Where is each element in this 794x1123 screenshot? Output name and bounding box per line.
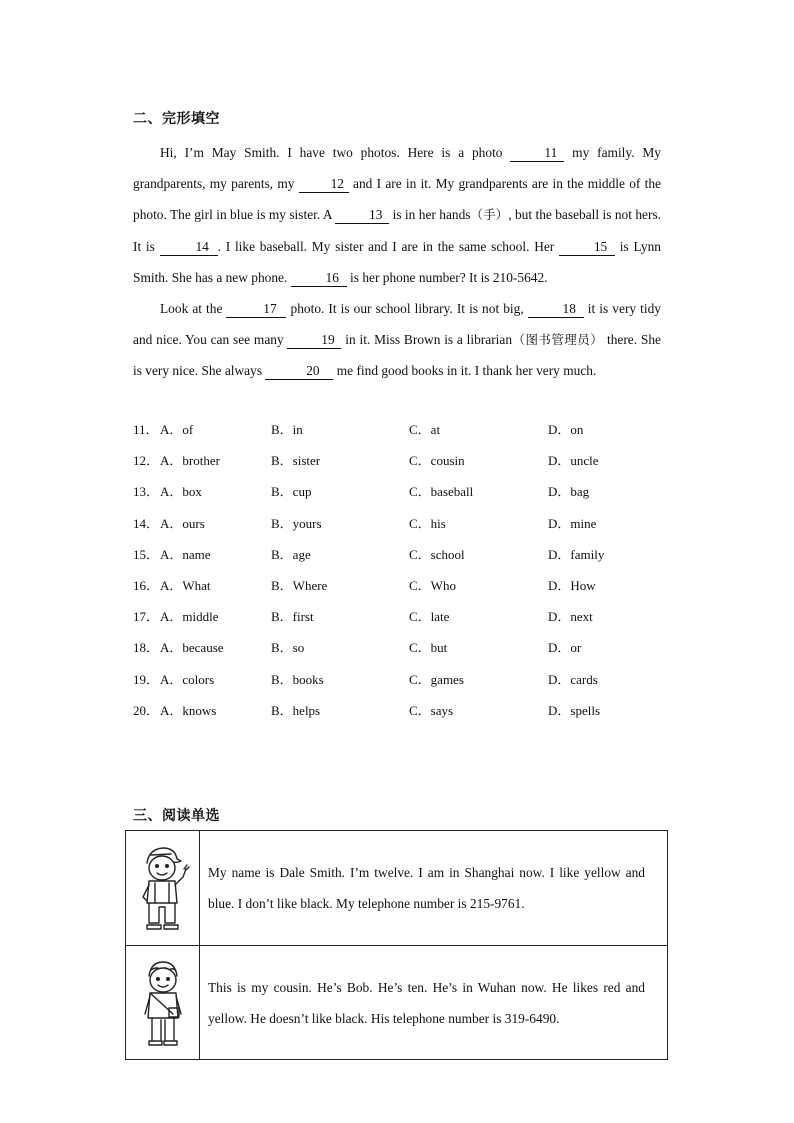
option-b: B．so <box>271 640 305 656</box>
option-a: A．colors <box>160 671 215 687</box>
question-number: 19． <box>133 671 160 687</box>
option-b: B．sister <box>271 453 321 469</box>
option-d: D．or <box>548 640 582 656</box>
passage-text: Look at the <box>160 301 227 317</box>
passage-text: there. She is very nice. She always <box>133 332 661 379</box>
question-row-12 <box>133 445 661 476</box>
option-b: B．in <box>271 422 303 437</box>
question-number: 14． <box>133 515 160 531</box>
option-c: C．school <box>409 546 465 562</box>
blank-18: 18 <box>528 301 584 318</box>
option-b: B．cup <box>271 484 312 500</box>
options-list <box>133 414 661 726</box>
question-row-20 <box>133 695 661 726</box>
question-number: 13． <box>133 484 160 500</box>
passage-paragraph-1 <box>133 137 661 293</box>
blank-11: 11 <box>510 145 564 162</box>
reading-text-dale: My name is Dale Smith. I’m twelve. I am in Shanghai now. I like yellow and blue. I don’t like black. My telephone number is 215-9761. <box>208 865 645 912</box>
reading-row-2 <box>126 946 667 1059</box>
section-title-reading: 三、阅读单选 <box>133 808 220 824</box>
question-row-18 <box>133 632 661 663</box>
passage-text: photo. It is our school library. It is not big, <box>286 301 528 317</box>
blank-19: 19 <box>287 332 341 349</box>
option-b: B．books <box>271 671 324 687</box>
option-c: C．says <box>409 702 454 718</box>
option-d: D．mine <box>548 515 597 531</box>
blank-13: 13 <box>335 207 389 224</box>
option-d: D．on <box>548 422 584 437</box>
option-a: A．because <box>160 640 224 656</box>
option-d: D．cards <box>548 671 598 687</box>
blank-20: 20 <box>265 363 333 380</box>
cloze-passage <box>133 137 661 387</box>
reading-row-1 <box>126 831 667 946</box>
option-c: C．but <box>409 640 448 656</box>
option-d: D．next <box>548 609 593 625</box>
option-a: A．name <box>160 546 211 562</box>
question-number: 15． <box>133 546 160 562</box>
question-row-16 <box>133 570 661 601</box>
boy-with-cap-icon <box>126 831 200 945</box>
blank-12: 12 <box>299 176 349 193</box>
passage-text: , but the baseball is not hers. It is <box>133 207 662 254</box>
option-d: D．bag <box>548 484 590 500</box>
passage-text: is in her hands <box>389 207 471 223</box>
option-d: D．How <box>548 577 596 593</box>
blank-16: 16 <box>291 270 347 287</box>
passage-text: Hi, I’m May Smith. I have two photos. Here is a photo <box>160 145 511 160</box>
option-a: A．middle <box>160 609 219 625</box>
question-number: 17． <box>133 609 160 625</box>
chinese-gloss: （手） <box>470 207 509 223</box>
option-b: B．helps <box>271 702 321 718</box>
question-row-17 <box>133 601 661 632</box>
option-b: B．yours <box>271 515 322 531</box>
option-b: B．age <box>271 546 311 562</box>
question-number: 20． <box>133 702 160 718</box>
option-c: C．late <box>409 609 450 625</box>
blank-15: 15 <box>559 239 615 256</box>
question-number: 16． <box>133 577 160 593</box>
option-a: A．What <box>160 577 211 593</box>
question-row-13 <box>133 476 661 507</box>
option-a: A．of <box>160 422 194 437</box>
section-title-cloze: 二、完形填空 <box>133 111 220 127</box>
option-a: A．brother <box>160 453 220 469</box>
chinese-gloss: （图书管理员） <box>512 332 604 348</box>
option-d: D．spells <box>548 702 601 718</box>
question-row-11 <box>133 414 661 445</box>
passage-text: it is very tidy and nice. You can see many <box>133 301 661 348</box>
question-number: 11． <box>133 422 159 437</box>
boy-with-cap-drawing <box>135 841 191 937</box>
question-row-14 <box>133 508 661 539</box>
passage-text: in it. Miss Brown is a librarian <box>341 332 513 348</box>
passage-text: me find good books in it. I thank her very much. <box>333 363 597 379</box>
option-a: A．box <box>160 484 202 500</box>
passage-paragraph-2 <box>133 293 661 387</box>
blank-14: 14 <box>160 239 218 256</box>
option-c: C．Who <box>409 577 456 593</box>
option-a: A．knows <box>160 702 217 718</box>
option-a: A．ours <box>160 515 205 531</box>
passage-text: my family. My grandparents, my parents, my <box>133 145 661 192</box>
option-c: C．cousin <box>409 453 465 469</box>
option-d: D．family <box>548 546 605 562</box>
option-c: C．his <box>409 515 446 531</box>
passage-text: is Lynn Smith. She has a new phone. <box>133 238 662 285</box>
reading-table <box>125 830 668 1060</box>
passage-text: is her phone number? It is 210-5642. <box>346 269 548 285</box>
blank-17: 17 <box>226 301 286 318</box>
question-row-19 <box>133 664 661 695</box>
boy-with-bag-icon <box>126 946 200 1059</box>
option-b: B．Where <box>271 577 328 593</box>
question-number: 12． <box>133 453 160 469</box>
boy-with-bag-drawing <box>135 956 191 1052</box>
option-c: C．baseball <box>409 484 474 500</box>
option-d: D．uncle <box>548 453 599 469</box>
passage-text: . I like baseball. My sister and I are in the same school. Her <box>217 238 560 254</box>
option-c: C．games <box>409 671 464 687</box>
option-b: B．first <box>271 609 314 625</box>
question-row-15 <box>133 539 661 570</box>
question-number: 18． <box>133 640 160 656</box>
reading-text-bob: This is my cousin. He’s Bob. He’s ten. He’s in Wuhan now. He likes red and yellow. He doesn’t like black. His telephone number is 319-6490. <box>208 980 645 1027</box>
option-c: C．at <box>409 422 441 437</box>
passage-text: and I are in it. My grandparents are in the middle of the photo. The girl in blue is my sister. A <box>133 176 661 223</box>
